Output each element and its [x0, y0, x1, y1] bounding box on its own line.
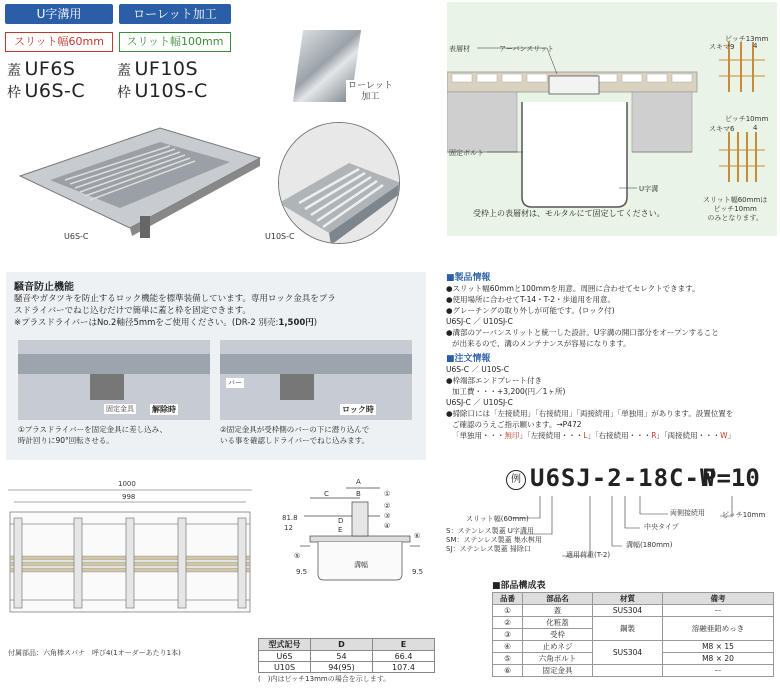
table-row: ⑤ 六角ボルト M8 × 20 — [493, 653, 774, 665]
tag-slit-60: スリット幅60mm — [5, 32, 113, 52]
parts-title: ■部品構成表 — [492, 581, 546, 591]
tag-u-ditch: U字溝用 — [5, 4, 113, 24]
mark-5: ⑤ — [294, 552, 301, 560]
label-a: A — [356, 478, 361, 486]
u-ditch-label: U字溝 — [639, 185, 659, 193]
code-pitch: ピッチ10mm — [722, 511, 766, 519]
dim-12: 12 — [284, 524, 293, 532]
mark-2: ② — [384, 502, 391, 510]
diagram-note: 受枠上の表層材は、モルタルにて固定してください。 — [473, 209, 665, 218]
product-code: U6SJ-2-18C-W — [530, 464, 716, 492]
mark-4: ④ — [384, 522, 391, 530]
lock-label: ロック時 — [342, 405, 374, 414]
noise-prevention-panel — [6, 272, 426, 460]
mark-1: ① — [384, 490, 391, 498]
label-e: E — [338, 526, 343, 534]
order-sub-2: U6SJ-C ／ U10SJ-C — [446, 398, 513, 407]
product-photo-u6sc — [10, 118, 265, 243]
cross-section-panel — [447, 2, 777, 236]
table-row: U10S 94(95) 107.4 — [259, 662, 435, 673]
fitting-label: 固定金具 — [106, 405, 134, 413]
product-u6sc: 枠 U6S-C — [7, 80, 86, 102]
order-bullet-2b: ご確認のうえご指示願います。→P472 — [452, 420, 582, 429]
code-load: 適用荷重(T-2) — [566, 551, 611, 559]
dim-1000: 1000 — [118, 480, 136, 488]
urban-slit-label: アーバンスリット — [499, 45, 554, 53]
noise-body: 騒音やガタツキを防止するロック機能を標準装備しています。専用ロック金具をプラ スドライバーでねじ込むだけで簡単に蓋と枠を固定できます。 ※プラスドライバーはNo.2軸径5mmをご使用ください。(DR-2 別売:1,500円) — [14, 294, 336, 328]
plan-drawing — [4, 476, 256, 657]
order-bullet-1: ●枠端部エンドプレート付き — [446, 376, 543, 385]
info-bullet-1: ●スリット幅60mmと100mmを用意。周囲に合わせてセレクトできます。 — [446, 284, 700, 293]
four-a-label: 4 — [753, 42, 758, 50]
info-sub-1: U6SJ-C ／ U10SJ-C — [446, 317, 513, 326]
table-row: ③ 受枠 — [493, 629, 774, 641]
order-price: 加工費・・・+3,200(円／1ヶ所) — [452, 387, 566, 396]
bar-label: バー — [228, 379, 242, 387]
noise-title: 騒音防止機能 — [14, 282, 74, 293]
info-bullet-4b: が出来るので、溝のメンテナンスが容易になります。 — [452, 339, 631, 348]
order-sub-1: U6S-C ／ U10S-C — [446, 365, 509, 374]
surface-label: 表層材 — [449, 45, 470, 53]
code-slit: スリット幅(60mm) — [466, 515, 529, 523]
code-material: S：ステンレス製蓋 U字溝用 SM：ステンレス製蓋 集水桝用 SJ：ステンレス製蓋 掃除口 — [446, 527, 542, 553]
info-bullet-3: ●グレーチングの取り外しが可能です。(ロック付) — [446, 306, 615, 315]
info-title: ■製品情報 — [446, 273, 491, 283]
tag-slit-100: スリット幅100mm — [119, 32, 231, 52]
photo1-caption: U6S-C — [64, 232, 89, 241]
table-row: ④ 止めネジ SUS304 M8 × 15 — [493, 641, 774, 653]
dims-table: 型式記号 D E U6S 54 66.4 U10S 94(95) 107.4 — [258, 638, 435, 673]
label-c: C — [324, 490, 329, 498]
dim-998: 998 — [122, 493, 136, 501]
tag-knurl: ローレット加工 — [119, 4, 231, 24]
table-row: ⑥ 固定金具 ー — [493, 665, 774, 677]
section-drawing — [280, 476, 440, 586]
product-code-pitch: P=10 — [702, 464, 760, 492]
table-row: ① 蓋 SUS304 ー — [493, 605, 774, 617]
order-connection-types: 「単独用・・・無印」「左接続用・・・L」「右接続用・・・R」「両接続用・・・W」 — [452, 431, 736, 440]
table-row: U6S 54 66.4 — [259, 651, 435, 662]
four-b-label: 4 — [753, 124, 758, 132]
table-row: ② 化粧蓋 鋼製 溶融亜鉛めっき — [493, 617, 774, 629]
parts-table: 品番 部品名 材質 備考 ① 蓋 SUS304 ー ② 化粧蓋 鋼製 溶融亜鉛めっき ③ 受枠 ④ 止めネジ SUS304 M8 × 15 ⑤ 六角ボルト M8 × 20 ⑥ 固定金具 ー — [492, 592, 774, 677]
code-length: 溝幅(180mm) — [626, 541, 673, 549]
lock-photo — [220, 340, 412, 420]
code-both: 両側接続用 — [670, 509, 705, 517]
dim-81-8: 81.8 — [282, 514, 298, 522]
release-photo — [18, 340, 210, 420]
photo2-caption: U10S-C — [265, 232, 295, 241]
step1-text: ①プラスドライバーを固定金具に差し込み、 時計回りに90°回転させる。 — [18, 425, 168, 445]
dims-note: ( )内はピッチ13mmの場合を示します。 — [258, 675, 391, 683]
example-badge: 例 — [506, 470, 526, 490]
mark-3: ③ — [384, 512, 391, 520]
dim-9-5-right: 9.5 — [412, 568, 424, 576]
info-bullet-2: ●使用場所に合わせてT-14・T-2・歩道用を用意。 — [446, 295, 616, 304]
pitch10-label: ピッチ10mm — [725, 115, 769, 123]
order-title: ■注文情報 — [446, 354, 491, 364]
release-label: 解除時 — [152, 405, 176, 414]
product-uf10s: 蓋 UF10S — [117, 58, 199, 80]
order-bullet-2a: ●掃除口には「左接続用」「右接続用」「両接続用」「単独用」があります。設置位置を — [446, 409, 734, 418]
pitch13-label: ピッチ13mm — [725, 35, 769, 43]
bolt-label: 固定ボルト — [449, 149, 484, 157]
groove-label: 溝幅 — [354, 561, 368, 569]
product-uf6s: 蓋 UF6S — [7, 58, 76, 80]
product-photo-u10sc — [278, 122, 400, 244]
label-d: D — [338, 517, 344, 525]
dims-table-wrap — [258, 638, 435, 684]
code-center: 中央タイプ — [644, 523, 679, 531]
product-u10sc: 枠 U10S-C — [117, 80, 208, 102]
step2-text: ②固定金具が受枠側のバーの下に潜り込んで いる事を確認しドライバーでねじ込みます。 — [220, 425, 370, 445]
info-bullet-4a: ●溝部のアーバンスリットと統一した設計。U字溝の開口部分をオープンすること — [446, 328, 719, 337]
info-section — [446, 270, 778, 441]
parts-section — [492, 578, 774, 677]
accessory-note: 付属部品：六角棒スパナ 呼び4(1オーダーあたり1本) — [8, 649, 181, 657]
gap9-label: スキマ9 — [709, 43, 735, 51]
gap6-label: スキマ6 — [709, 125, 735, 133]
mark-6: ⑥ — [414, 532, 421, 540]
dim-9-5-left: 9.5 — [296, 568, 308, 576]
label-b: B — [356, 490, 361, 498]
slit-note: スリット幅60mmは ピッチ10mm のみとなります。 — [703, 196, 768, 222]
knurl-label: ローレット 加工 — [348, 81, 393, 102]
